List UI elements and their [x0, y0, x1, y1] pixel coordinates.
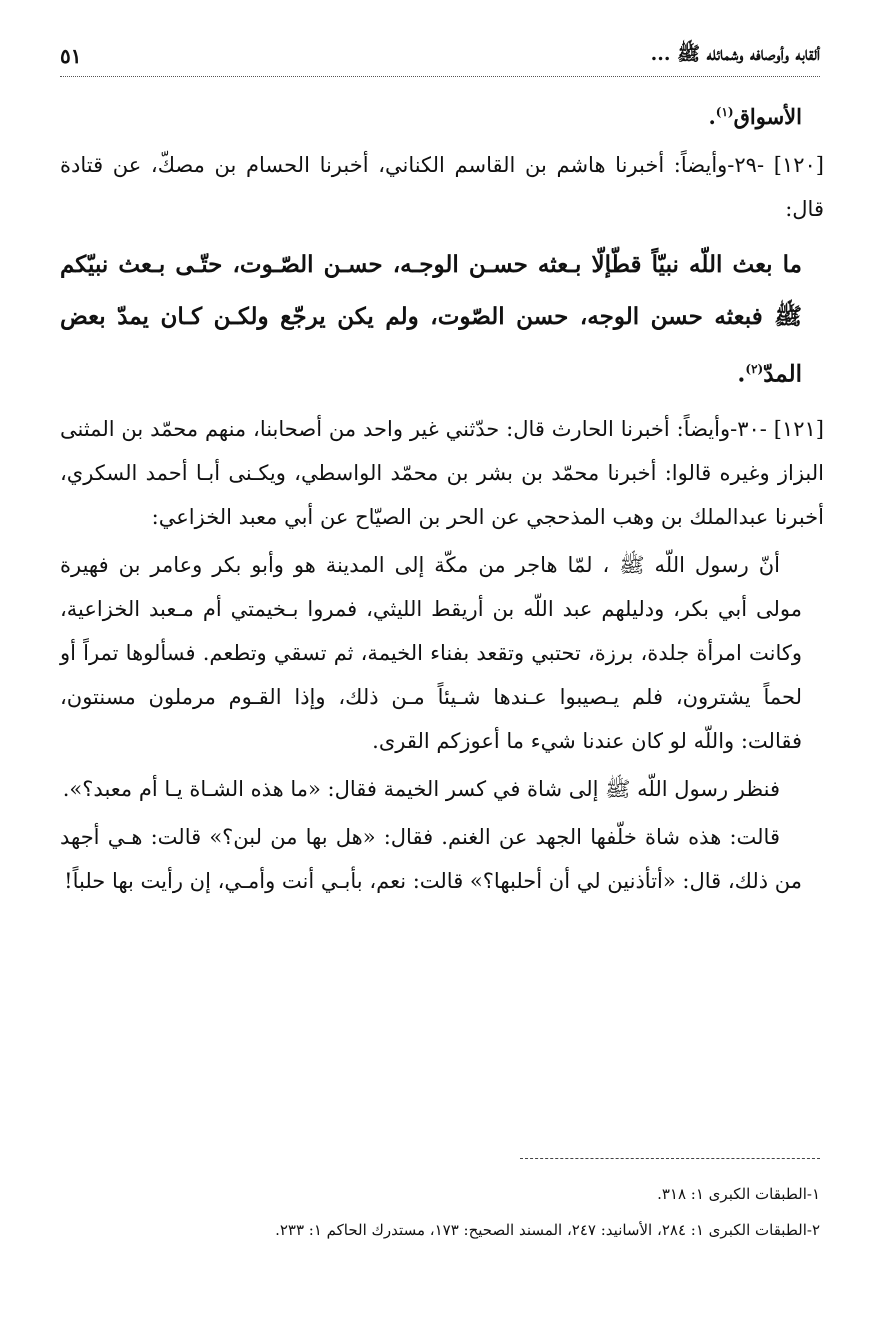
footnote-2: ٢-الطبقات الكبرى ١: ٢٨٤، الأسانيد: ٢٤٧، المسند الصحيح: ١٧٣، مستدرك الحاكم ١: ٢٣٣.	[275, 1221, 820, 1239]
continued-word: الأسواق	[733, 104, 802, 129]
footnote-ref: (١)	[715, 105, 734, 119]
hadith-121-paragraph-2: فنظر رسول اللّه ﷺ إلى شاة في كسر الخيمة فقال: «ما هذه الشـاة يـا أم معبد؟».	[62, 776, 780, 801]
hadith-120-isnad: -٢٩-وأيضاً: أخبرنا هاشم بن القاسم الكناني، أخبرنا الحسام بن مصكّ، عن قتادة قال:	[60, 153, 824, 221]
footnote-ref: (٢)	[745, 362, 764, 376]
hadith-121-number: [١٢١]	[773, 416, 824, 441]
hadith-120-quote-text: ما بعث اللّه نبيّاً قطّإلّا بـعثه حسـن الوجـه، حسـن الصّـوت، حتّـى بـعث نبيّكم ﷺ فبعثه حسن الوجه، حسن الصّوت، ولم يكن يرجّع ولكـن كـان يمدّ بعض المدّ	[60, 251, 802, 388]
hadith-121-chain	[60, 407, 824, 539]
footnote-divider	[520, 1158, 820, 1159]
hadith-121-isnad: -٣٠-وأيضاً: أخبرنا الحارث قال: حدّثني غير واحد من أصحابنا، منهم محمّد بن المثنى البزاز وغيره قالوا: أخبرنا محمّد بن بشر بن محمّد الواسطي، ويكـنى أبـا أحمد السكري، أخبرنا عبدالملك بن وهب المذحجي عن الحر بن الصيّاح عن أبي معبد الخزاعي:	[60, 416, 824, 529]
hadith-120-number: [١٢٠]	[773, 153, 824, 177]
continued-end: .	[708, 104, 716, 129]
hadith-121-paragraph-3: قالت: هذه شاة خلّفها الجهد عن الغنم. فقال: «هل بها من لبن؟» قالت: هـي أجهد من ذلك، قال: «أتأذنين لي أن أحلبها؟» قالت: نعم، بأبـي أنت وأمـي، إن رأيت بها حلباً!	[60, 824, 802, 893]
hadith-120-chain	[60, 143, 824, 231]
running-title: ألقابه وأوصافه وشمائله ﷺ ...	[650, 43, 820, 65]
continued-text	[60, 90, 824, 139]
footnotes	[60, 1176, 820, 1248]
page-number: ٥١	[60, 44, 82, 68]
hadith-120-quote-end: .	[737, 360, 746, 388]
page-body	[60, 90, 824, 907]
hadith-120-matn	[60, 239, 824, 401]
footnote-1: ١-الطبقات الكبرى ١: ٣١٨.	[657, 1185, 820, 1203]
page-header	[60, 36, 820, 77]
hadith-121-paragraph-1: أنّ رسول اللّه ﷺ ، لمّا هاجر من مكّة إلى المدينة هو وأبو بكر وعامر بن فهيرة مولى أبي بكر، ودليلهم عبد اللّه بن أريقط الليثي، فمروا بـخيمتي أم مـعبد الخزاعية، وكانت امرأة جلدة، برزة، تحتبي وتقعد بفناء الخيمة، ثم تسقي وتطعم. فسألوها تمراً أو لحماً يشترون، فلم يـصيبوا عـندها شـيئاً مـن ذلك، وإذا القـوم مرملون مسنتون، فقالت: واللّه لو كان عندنا شيء ما أعوزكم القرى.	[60, 552, 802, 753]
